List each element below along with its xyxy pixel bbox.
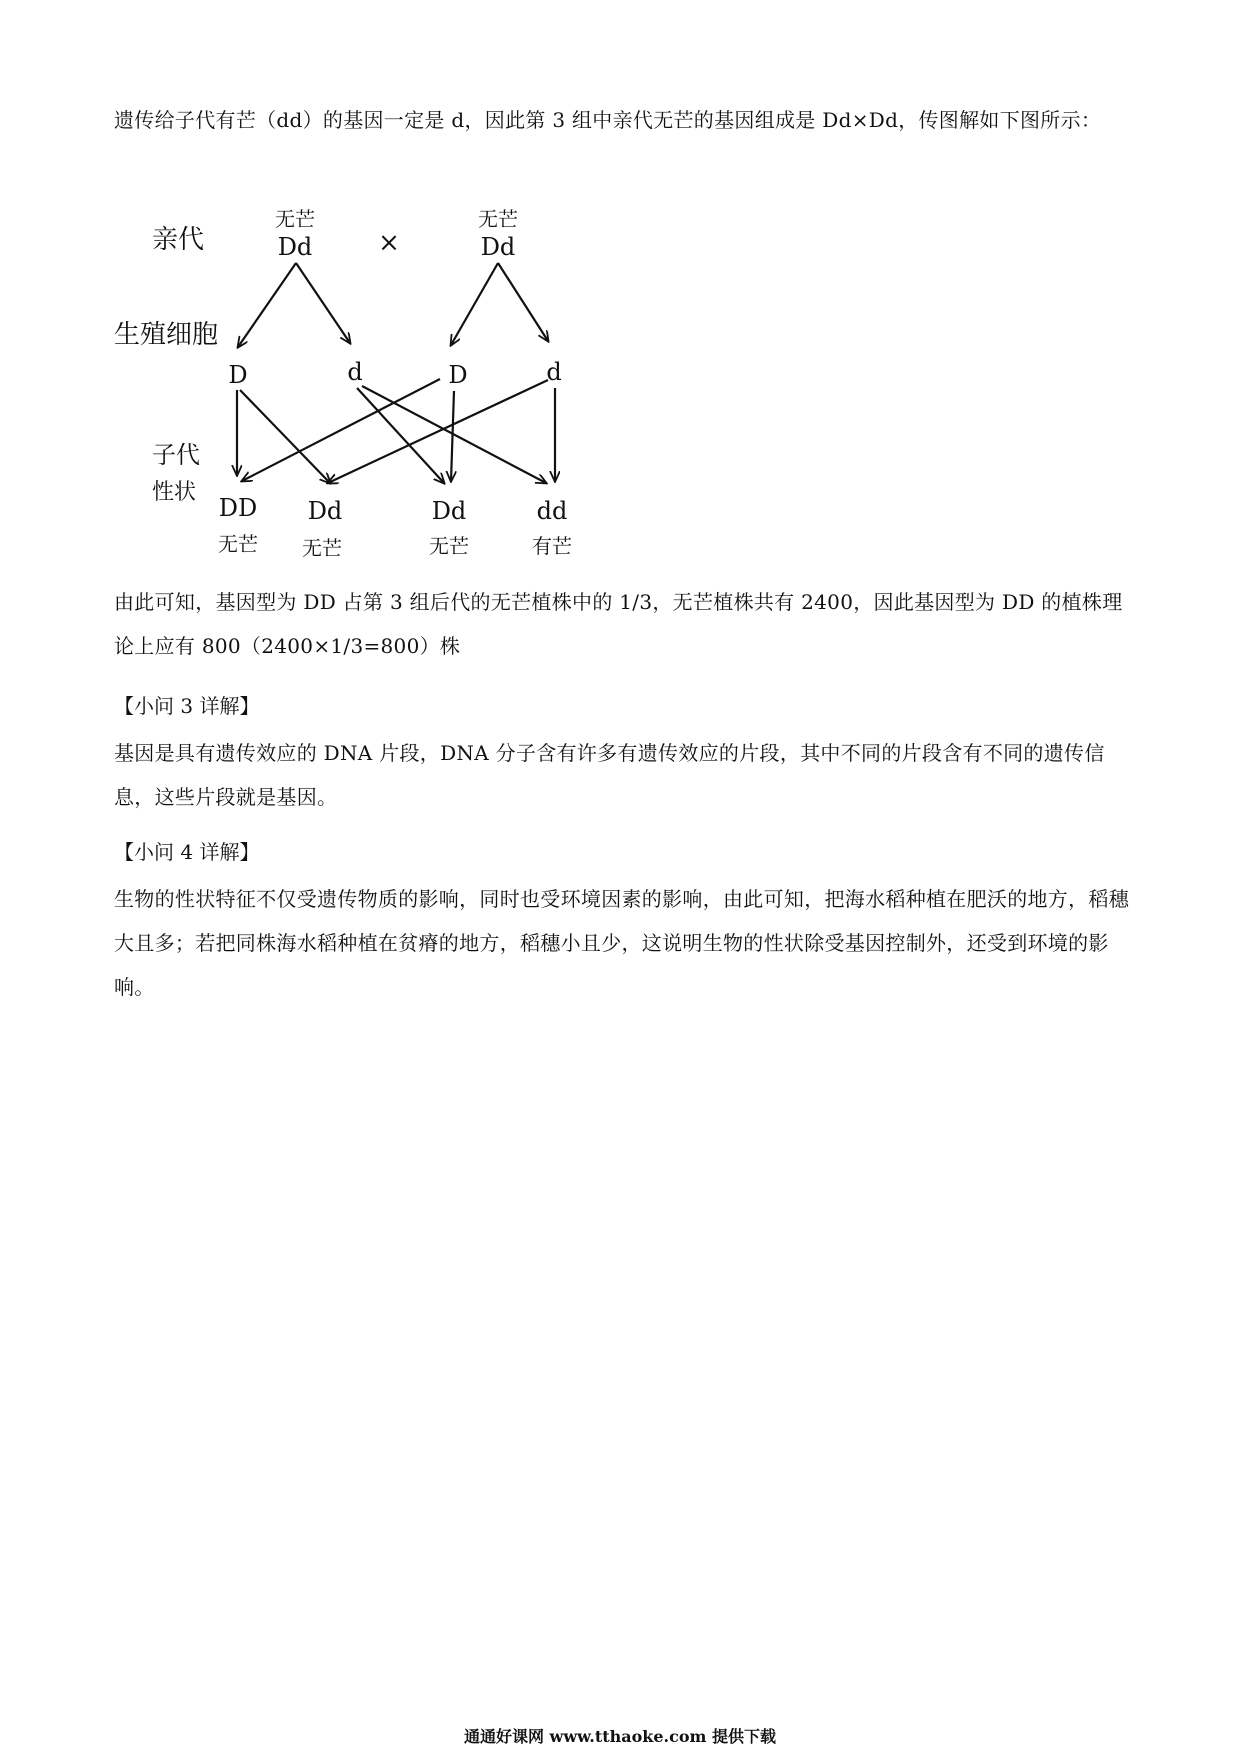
- offspring-4-trait: 有芒: [532, 534, 572, 558]
- offspring-2-genotype: Dd: [307, 497, 343, 525]
- gamete-4: d: [546, 358, 562, 386]
- arrow-p2-to-D: [451, 263, 498, 345]
- offspring-1-trait: 无芒: [218, 532, 258, 556]
- arrow-p1-to-d: [296, 263, 350, 343]
- row-label-trait: 性状: [152, 480, 197, 505]
- arrow-D3-to-DD: [242, 379, 440, 481]
- offspring-4-genotype: dd: [536, 497, 568, 525]
- parent-1-trait: 无芒: [275, 207, 315, 231]
- paragraph-genotype-explanation: 遗传给子代有芒（dd）的基因一定是 d，因此第 3 组中亲代无芒的基因组成是 Dd×Dd，传图解如下图所示：: [114, 108, 1102, 132]
- parent-1-genotype: Dd: [277, 233, 313, 261]
- arrow-p2-to-d: [498, 263, 548, 341]
- offspring-1-genotype: DD: [218, 494, 258, 522]
- arrow-p1-to-D: [238, 263, 296, 347]
- row-label-gamete: 生殖细胞: [114, 320, 219, 350]
- gamete-1: D: [228, 361, 248, 389]
- paragraph-gene-definition: 基因是具有遗传效应的 DNA 片段，DNA 分子含有许多有遗传效应的片段，其中不同的片段含有不同的遗传信息，这些片段就是基因。: [114, 741, 1105, 809]
- parent-2-trait: 无芒: [478, 207, 518, 231]
- parent-2-genotype: Dd: [480, 233, 516, 261]
- cross-symbol: ×: [378, 228, 400, 258]
- genetic-cross-diagram: [100, 205, 660, 575]
- offspring-3-trait: 无芒: [429, 534, 469, 558]
- heading-question-3: 【小问 3 详解】: [114, 694, 260, 718]
- row-label-offspring: 子代: [152, 441, 200, 469]
- gamete-3: D: [448, 361, 468, 389]
- gamete-2: d: [347, 358, 363, 386]
- offspring-2-trait: 无芒: [302, 536, 342, 560]
- arrow-D3-to-Dd3: [451, 391, 454, 481]
- paragraph-dd-proportion: 由此可知，基因型为 DD 占第 3 组后代的无芒植株中的 1/3，无芒植株共有 2400，因此基因型为 DD 的植株理论上应有 800（2400×1/3=800）株: [114, 590, 1123, 658]
- heading-question-4: 【小问 4 详解】: [114, 840, 260, 864]
- footer-watermark: 通通好课网 www.tthaoke.com 提供下载: [463, 1727, 777, 1746]
- row-label-parent: 亲代: [152, 225, 205, 255]
- offspring-3-genotype: Dd: [431, 497, 467, 525]
- paragraph-environment-influence: 生物的性状特征不仅受遗传物质的影响，同时也受环境因素的影响，由此可知，把海水稻种植在肥沃的地方，稻穗大且多；若把同株海水稻种植在贫瘠的地方，稻穗小且少，这说明生物的性状除受基因控制外，还受到环境的影响。: [114, 887, 1129, 999]
- arrow-D1-to-Dd2: [240, 390, 330, 483]
